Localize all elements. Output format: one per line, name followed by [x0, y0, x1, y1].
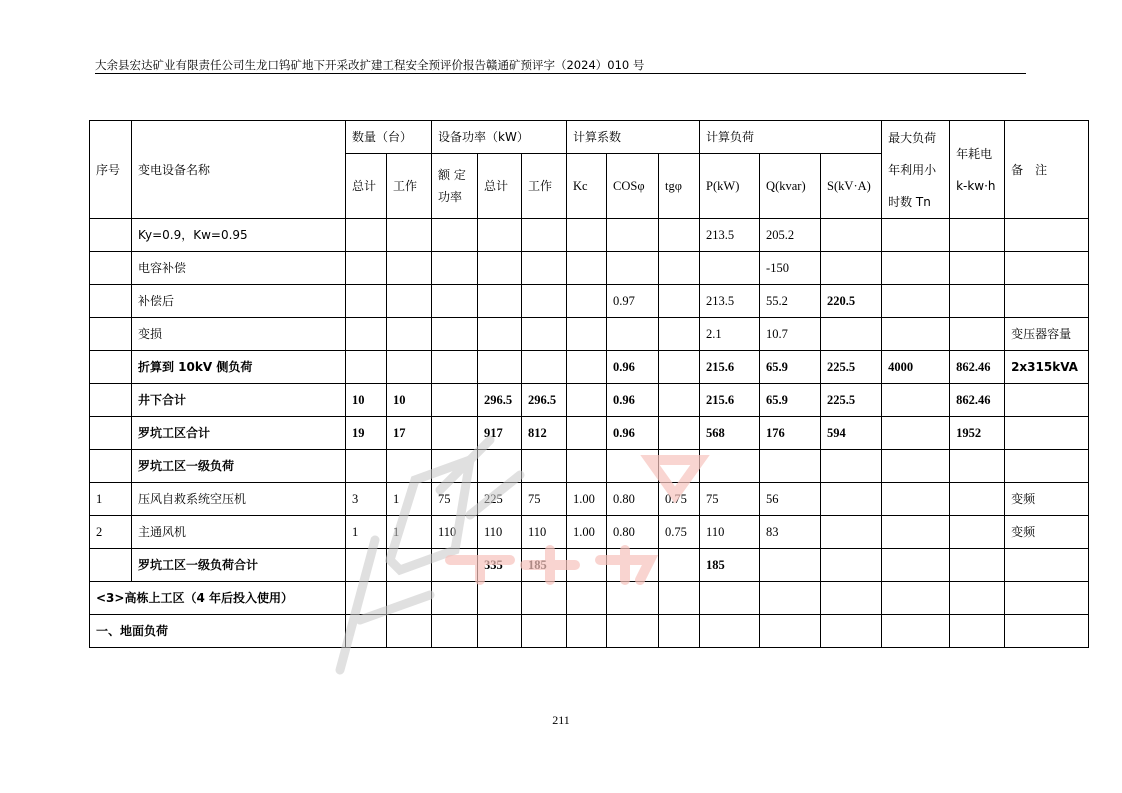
table-row: [90, 351, 1089, 384]
cell-kc: [567, 417, 607, 450]
empty-cell: [478, 582, 522, 615]
running-header: 大余县宏达矿业有限责任公司生龙口钨矿地下开采改扩建工程安全预评价报告赣通矿预评字（2024）010 号: [95, 58, 645, 72]
cell-seq: [90, 351, 132, 384]
empty-cell: [882, 615, 950, 648]
cell-tn: [882, 384, 950, 417]
cell-power-total: [478, 318, 522, 351]
cell-tn: 4000: [882, 351, 950, 384]
col-kc-header: Kc: [567, 154, 607, 219]
cell-seq: [90, 252, 132, 285]
empty-cell: [567, 582, 607, 615]
cell-tg: 0.75: [659, 516, 700, 549]
col-qty-total-header: 总计: [346, 154, 387, 219]
cell-energy: [950, 318, 1005, 351]
cell-power-work: 75: [522, 483, 567, 516]
empty-cell: [346, 615, 387, 648]
cell-power-total: 917: [478, 417, 522, 450]
cell-kc: [567, 384, 607, 417]
empty-cell: [659, 582, 700, 615]
col-tg-header: tgφ: [659, 154, 700, 219]
col-power-total-header: 总计: [478, 154, 522, 219]
cell-seq: [90, 384, 132, 417]
cell-qty-total: [346, 549, 387, 582]
col-p-header: P(kW): [700, 154, 760, 219]
cell-qty-work: 10: [387, 384, 432, 417]
page-number: 211: [552, 713, 570, 727]
cell-energy: [950, 549, 1005, 582]
cell-cos: [607, 318, 659, 351]
cell-cos: [607, 549, 659, 582]
empty-cell: [760, 582, 821, 615]
col-tn-header: 最大负荷年利用小时数 Tn: [882, 121, 950, 219]
cell-power-rated: [432, 450, 478, 483]
empty-cell: [882, 582, 950, 615]
empty-cell: [821, 582, 882, 615]
cell-note: [1005, 549, 1089, 582]
cell-kc: [567, 219, 607, 252]
cell-note: [1005, 450, 1089, 483]
load-calculation-table: [89, 120, 1089, 648]
cell-s: 594: [821, 417, 882, 450]
cell-tn: [882, 450, 950, 483]
cell-p: 213.5: [700, 219, 760, 252]
cell-cos: 0.80: [607, 483, 659, 516]
cell-qty-total: [346, 219, 387, 252]
col-seq-header: 序号: [90, 121, 132, 219]
cell-energy: 862.46: [950, 351, 1005, 384]
cell-cos: [607, 219, 659, 252]
section-gaoshang-title: <3>高栋上工区（4 年后投入使用）: [90, 582, 346, 615]
cell-name: 罗坑工区一级负荷合计: [132, 549, 346, 582]
empty-cell: [522, 615, 567, 648]
cell-q: 55.2: [760, 285, 821, 318]
cell-cos: [607, 450, 659, 483]
table-row: [90, 417, 1089, 450]
cell-name: 井下合计: [132, 384, 346, 417]
cell-power-total: 335: [478, 549, 522, 582]
cell-qty-total: [346, 285, 387, 318]
cell-q: 83: [760, 516, 821, 549]
cell-p: 185: [700, 549, 760, 582]
cell-s: [821, 483, 882, 516]
cell-qty-total: 1: [346, 516, 387, 549]
empty-cell: [607, 615, 659, 648]
col-q-header: Q(kvar): [760, 154, 821, 219]
cell-tn: [882, 549, 950, 582]
cell-q: 65.9: [760, 384, 821, 417]
table-row: [90, 252, 1089, 285]
cell-seq: 1: [90, 483, 132, 516]
cell-tg: [659, 285, 700, 318]
cell-seq: [90, 285, 132, 318]
cell-energy: [950, 483, 1005, 516]
empty-cell: [659, 615, 700, 648]
cell-p: 2.1: [700, 318, 760, 351]
cell-note: 2x315kVA: [1005, 351, 1089, 384]
cell-note: [1005, 219, 1089, 252]
cell-qty-total: 3: [346, 483, 387, 516]
cell-power-work: [522, 219, 567, 252]
cell-power-rated: [432, 351, 478, 384]
cell-kc: [567, 351, 607, 384]
cell-p: 213.5: [700, 285, 760, 318]
cell-power-rated: [432, 417, 478, 450]
cell-note: [1005, 384, 1089, 417]
section-row: [90, 582, 1089, 615]
cell-seq: [90, 417, 132, 450]
cell-power-total: [478, 285, 522, 318]
empty-cell: [346, 582, 387, 615]
cell-qty-work: 1: [387, 483, 432, 516]
table-row: [90, 549, 1089, 582]
cell-cos: [607, 252, 659, 285]
cell-qty-work: [387, 252, 432, 285]
cell-name: Ky=0.9，Kw=0.95: [132, 219, 346, 252]
cell-s: [821, 318, 882, 351]
cell-qty-work: [387, 285, 432, 318]
cell-tn: [882, 516, 950, 549]
cell-cos: 0.96: [607, 417, 659, 450]
cell-note: 变频: [1005, 483, 1089, 516]
cell-seq: [90, 318, 132, 351]
col-power-work-header: 工作: [522, 154, 567, 219]
cell-kc: [567, 285, 607, 318]
cell-s: 220.5: [821, 285, 882, 318]
cell-qty-total: 19: [346, 417, 387, 450]
empty-cell: [432, 615, 478, 648]
col-coef-header: 计算系数: [567, 121, 700, 154]
cell-kc: 1.00: [567, 483, 607, 516]
header-rule: [95, 73, 1026, 74]
cell-power-rated: [432, 219, 478, 252]
section-ground-title: 一、地面负荷: [90, 615, 346, 648]
cell-seq: [90, 549, 132, 582]
empty-cell: [950, 582, 1005, 615]
cell-power-work: [522, 318, 567, 351]
empty-cell: [821, 615, 882, 648]
cell-s: [821, 252, 882, 285]
cell-p: 215.6: [700, 351, 760, 384]
cell-q: [760, 450, 821, 483]
cell-energy: [950, 252, 1005, 285]
cell-kc: 1.00: [567, 516, 607, 549]
cell-qty-work: [387, 351, 432, 384]
cell-power-rated: [432, 549, 478, 582]
cell-tg: [659, 219, 700, 252]
cell-power-work: [522, 285, 567, 318]
cell-power-total: 225: [478, 483, 522, 516]
cell-s: [821, 450, 882, 483]
cell-cos: 0.96: [607, 351, 659, 384]
cell-qty-total: [346, 351, 387, 384]
cell-energy: 862.46: [950, 384, 1005, 417]
cell-qty-work: [387, 219, 432, 252]
cell-q: 65.9: [760, 351, 821, 384]
cell-power-total: 110: [478, 516, 522, 549]
cell-tn: [882, 318, 950, 351]
empty-cell: [387, 615, 432, 648]
cell-tn: [882, 483, 950, 516]
empty-cell: [432, 582, 478, 615]
col-qty-header: 数量（台）: [346, 121, 432, 154]
cell-power-work: [522, 450, 567, 483]
cell-energy: 1952: [950, 417, 1005, 450]
empty-cell: [387, 582, 432, 615]
cell-tg: [659, 252, 700, 285]
table-row: [90, 384, 1089, 417]
cell-name: 电容补偿: [132, 252, 346, 285]
cell-tn: [882, 219, 950, 252]
cell-tg: [659, 549, 700, 582]
cell-tg: [659, 384, 700, 417]
cell-q: 176: [760, 417, 821, 450]
cell-power-rated: [432, 252, 478, 285]
empty-cell: [607, 582, 659, 615]
cell-name: 折算到 10kV 侧负荷: [132, 351, 346, 384]
cell-name: 罗坑工区一级负荷: [132, 450, 346, 483]
cell-energy: [950, 516, 1005, 549]
cell-s: [821, 549, 882, 582]
empty-cell: [700, 615, 760, 648]
empty-cell: [760, 615, 821, 648]
cell-kc: [567, 549, 607, 582]
cell-qty-total: [346, 318, 387, 351]
cell-power-rated: 75: [432, 483, 478, 516]
cell-qty-total: 10: [346, 384, 387, 417]
cell-tn: [882, 285, 950, 318]
empty-cell: [567, 615, 607, 648]
empty-cell: [1005, 582, 1089, 615]
cell-power-work: [522, 351, 567, 384]
table-row: [90, 285, 1089, 318]
cell-power-work: 296.5: [522, 384, 567, 417]
empty-cell: [478, 615, 522, 648]
cell-qty-total: [346, 252, 387, 285]
cell-name: 补偿后: [132, 285, 346, 318]
cell-power-rated: [432, 384, 478, 417]
cell-power-rated: 110: [432, 516, 478, 549]
cell-kc: [567, 252, 607, 285]
col-note-header: 备 注: [1005, 121, 1089, 219]
empty-cell: [950, 615, 1005, 648]
cell-power-work: 110: [522, 516, 567, 549]
cell-tg: [659, 351, 700, 384]
cell-s: 225.5: [821, 351, 882, 384]
cell-kc: [567, 450, 607, 483]
cell-q: 205.2: [760, 219, 821, 252]
cell-name: 变损: [132, 318, 346, 351]
cell-power-rated: [432, 285, 478, 318]
cell-tg: [659, 318, 700, 351]
cell-cos: 0.96: [607, 384, 659, 417]
cell-energy: [950, 285, 1005, 318]
cell-name: 压风自救系统空压机: [132, 483, 346, 516]
cell-s: 225.5: [821, 384, 882, 417]
cell-cos: 0.80: [607, 516, 659, 549]
col-energy-header: 年耗电 k-kw·h: [950, 121, 1005, 219]
col-name-header: 变电设备名称: [132, 121, 346, 219]
cell-qty-work: [387, 318, 432, 351]
cell-qty-work: [387, 450, 432, 483]
header-row-1: [90, 121, 1089, 154]
empty-cell: [700, 582, 760, 615]
cell-name: 主通风机: [132, 516, 346, 549]
cell-note: [1005, 417, 1089, 450]
cell-cos: 0.97: [607, 285, 659, 318]
cell-power-total: [478, 252, 522, 285]
cell-q: 56: [760, 483, 821, 516]
cell-energy: [950, 219, 1005, 252]
cell-note: 变频: [1005, 516, 1089, 549]
cell-s: [821, 516, 882, 549]
cell-kc: [567, 318, 607, 351]
table-row: [90, 516, 1089, 549]
cell-s: [821, 219, 882, 252]
cell-power-total: [478, 219, 522, 252]
cell-power-total: [478, 351, 522, 384]
empty-cell: [1005, 615, 1089, 648]
cell-tn: [882, 417, 950, 450]
cell-power-rated: [432, 318, 478, 351]
cell-qty-work: 1: [387, 516, 432, 549]
cell-energy: [950, 450, 1005, 483]
table-row: [90, 318, 1089, 351]
cell-p: 215.6: [700, 384, 760, 417]
cell-seq: [90, 219, 132, 252]
cell-power-work: 185: [522, 549, 567, 582]
cell-power-work: [522, 252, 567, 285]
col-load-header: 计算负荷: [700, 121, 882, 154]
cell-qty-work: 17: [387, 417, 432, 450]
cell-tn: [882, 252, 950, 285]
col-power-header: 设备功率（kW）: [432, 121, 567, 154]
table-row: [90, 483, 1089, 516]
col-s-header: S(kV·A): [821, 154, 882, 219]
cell-p: [700, 252, 760, 285]
empty-cell: [522, 582, 567, 615]
section-row: [90, 615, 1089, 648]
cell-power-work: 812: [522, 417, 567, 450]
cell-p: [700, 450, 760, 483]
cell-name: 罗坑工区合计: [132, 417, 346, 450]
cell-power-total: [478, 450, 522, 483]
cell-power-total: 296.5: [478, 384, 522, 417]
cell-q: 10.7: [760, 318, 821, 351]
table-row: [90, 219, 1089, 252]
col-cos-header: COSφ: [607, 154, 659, 219]
cell-tg: 0.75: [659, 483, 700, 516]
cell-seq: 2: [90, 516, 132, 549]
cell-tg: [659, 417, 700, 450]
cell-tg: [659, 450, 700, 483]
cell-p: 75: [700, 483, 760, 516]
table-row: [90, 450, 1089, 483]
col-power-rated-header: 额 定 功率: [432, 154, 478, 219]
cell-seq: [90, 450, 132, 483]
cell-note: [1005, 285, 1089, 318]
cell-note: 变压器容量: [1005, 318, 1089, 351]
cell-q: [760, 549, 821, 582]
cell-qty-total: [346, 450, 387, 483]
col-qty-work-header: 工作: [387, 154, 432, 219]
cell-q: -150: [760, 252, 821, 285]
cell-note: [1005, 252, 1089, 285]
cell-p: 568: [700, 417, 760, 450]
cell-p: 110: [700, 516, 760, 549]
cell-qty-work: [387, 549, 432, 582]
